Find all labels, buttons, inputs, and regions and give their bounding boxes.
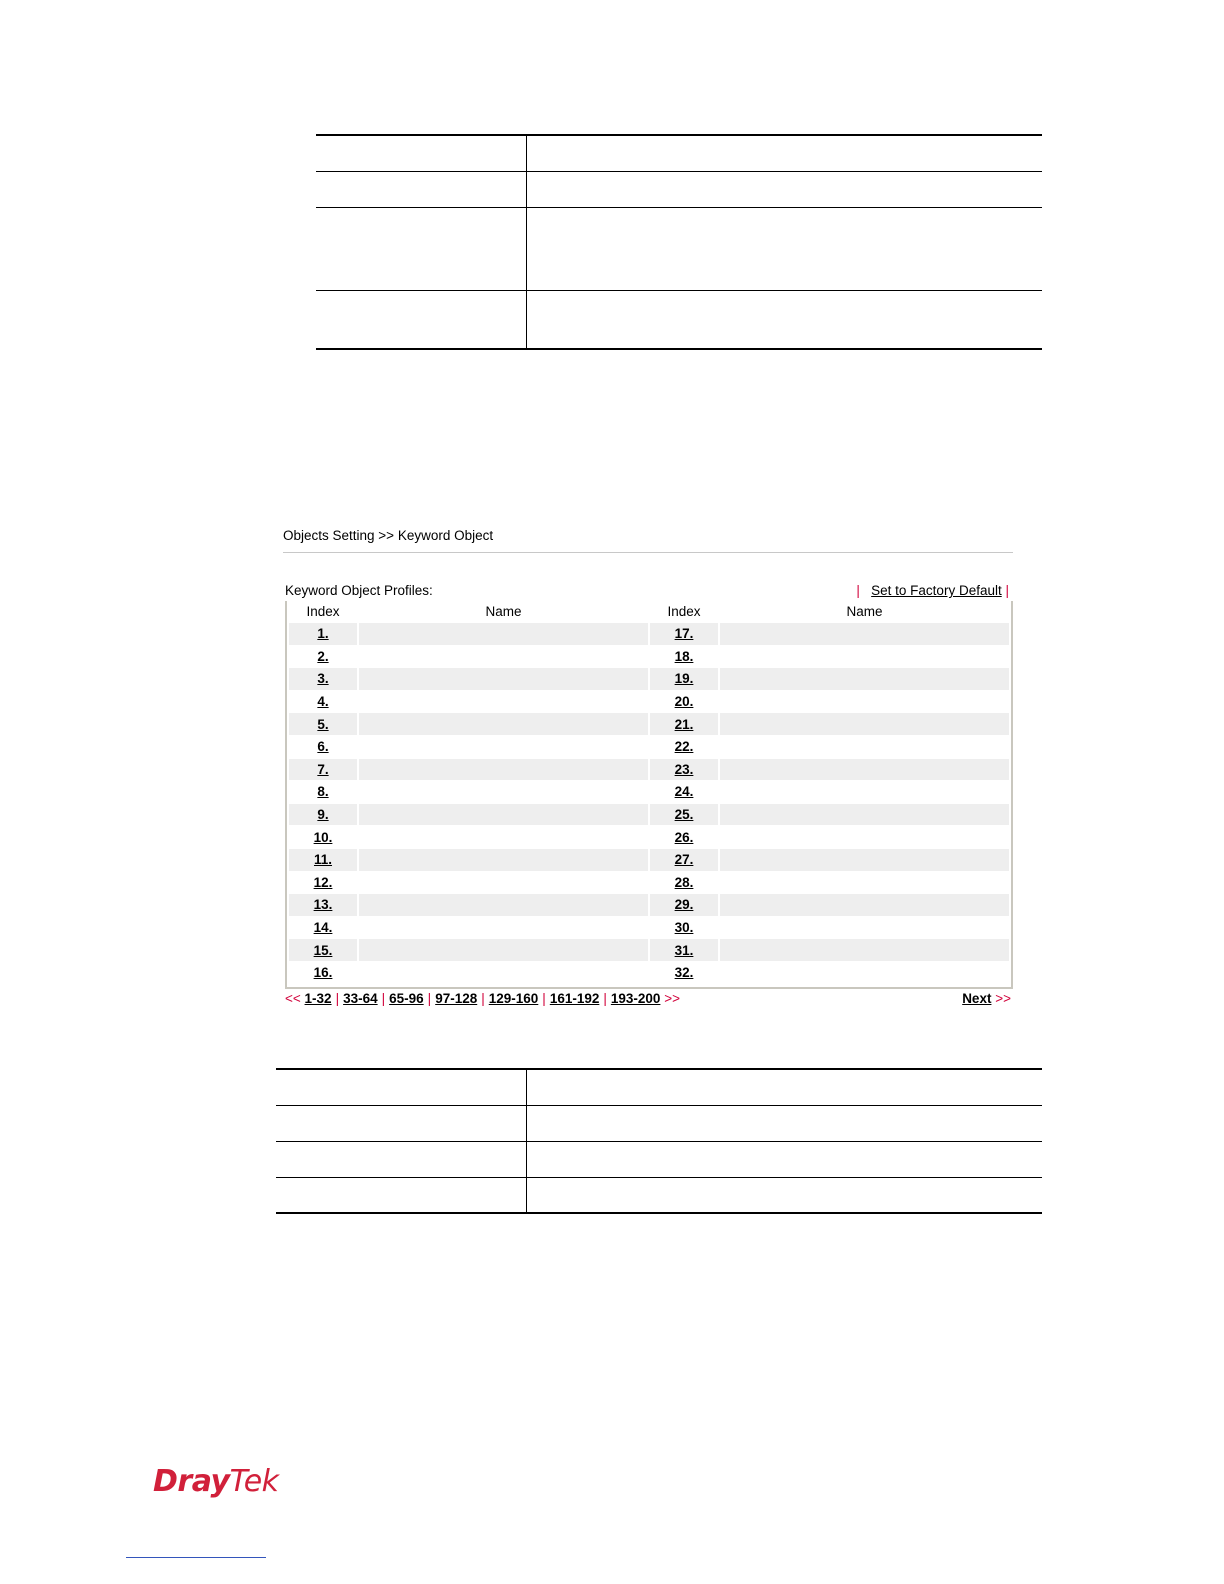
set-to-factory-default-link[interactable]: Set to Factory Default [871,583,1002,598]
profile-index-link[interactable]: 31. [674,942,694,958]
profile-index-link[interactable]: 10. [313,829,333,845]
table-cell [527,207,1043,290]
next-group [962,989,1011,1009]
table-cell [276,1069,527,1105]
name-cell [720,668,1009,690]
profile-index-link[interactable]: 16. [313,965,333,981]
name-cell [359,646,648,668]
table-cell [527,1069,1043,1105]
name-cell [359,872,648,894]
name-cell [720,962,1009,984]
name-cell [359,804,648,826]
table-row [289,962,1009,984]
keyword-object-screenshot [283,526,1013,1009]
profile-index-link[interactable]: 29. [674,897,694,913]
prev-arrow[interactable]: << [285,990,301,1006]
table-row [289,736,1009,758]
separator: | [381,990,386,1006]
profile-index-link[interactable]: 19. [674,671,694,687]
logo-text: Dray [153,1464,230,1499]
table-row [289,713,1009,735]
table-row [289,917,1009,939]
pagination [283,989,1013,1009]
name-cell [359,623,648,645]
next-link[interactable]: Next [962,990,992,1006]
profile-index-link[interactable]: 15. [313,942,333,958]
name-cell [359,939,648,961]
table-cell [276,1141,527,1177]
index-cell [650,962,718,984]
table-row [289,872,1009,894]
profile-index-link[interactable]: 23. [674,761,694,777]
separator: | [481,990,485,1006]
name-cell [720,804,1009,826]
page-link[interactable]: 129-160 [488,990,539,1006]
name-cell [720,894,1009,916]
profiles-title: Keyword Object Profiles: [285,583,433,598]
document-table-bottom [276,1068,1042,1214]
profile-index-link[interactable]: 8. [317,784,329,800]
name-cell [359,849,648,871]
index-cell [289,894,357,916]
name-cell [720,939,1009,961]
profile-index-link[interactable]: 18. [674,648,694,664]
table-cell [527,1177,1043,1213]
separator: | [1005,583,1009,598]
name-cell [359,713,648,735]
name-cell [359,826,648,848]
separator: | [603,990,607,1006]
document-table-top [316,134,1042,350]
table-cell [527,1141,1043,1177]
profiles-table-container [285,601,1013,989]
index-cell [289,759,357,781]
index-cell [289,646,357,668]
profile-index-link[interactable]: 24. [674,784,694,800]
page-link[interactable]: 161-192 [549,990,600,1006]
separator: | [335,990,340,1006]
table-cell [276,1105,527,1141]
name-cell [359,736,648,758]
name-cell [720,646,1009,668]
draytek-logo [153,1464,279,1499]
profile-index-link[interactable]: 17. [674,626,694,642]
name-cell [359,691,648,713]
index-cell [289,826,357,848]
column-header-index: Index [306,604,340,619]
index-cell [289,691,357,713]
profile-index-link[interactable]: 25. [674,807,694,823]
index-cell [650,623,718,645]
logo-text: Tek [229,1464,279,1499]
breadcrumb-divider [283,552,1013,553]
table-cell [316,171,527,207]
table-row [289,804,1009,826]
index-cell [650,713,718,735]
profile-index-link[interactable]: 26. [674,829,694,845]
page-link[interactable]: 193-200 [610,990,661,1006]
separator: | [542,990,546,1006]
index-cell [289,962,357,984]
name-cell [720,917,1009,939]
column-header-index: Index [667,604,701,619]
column-header-name: Name [846,604,883,619]
profile-index-link[interactable]: 9. [317,807,329,823]
separator: | [856,583,860,598]
profile-index-link[interactable]: 1. [317,626,329,642]
table-row [289,759,1009,781]
table-cell [527,171,1043,207]
index-cell [650,872,718,894]
table-row [289,646,1009,668]
breadcrumb: Objects Setting >> Keyword Object [283,528,494,543]
profile-index-link[interactable]: 3. [317,671,329,687]
table-row [289,939,1009,961]
profile-index-link[interactable]: 7. [317,761,329,777]
profile-index-link[interactable]: 11. [313,852,333,868]
table-cell [316,135,527,171]
name-cell [359,917,648,939]
column-header-name: Name [485,604,522,619]
profile-index-link[interactable]: 27. [674,852,694,868]
index-cell [650,804,718,826]
name-cell [359,759,648,781]
factory-default-group [856,583,1009,599]
index-cell [289,623,357,645]
profile-index-link[interactable]: 6. [317,739,329,755]
profiles-table [287,601,1011,985]
table-cell [316,290,527,349]
name-cell [720,713,1009,735]
table-cell [527,290,1043,349]
page-link[interactable]: 97-128 [435,990,478,1006]
table-cell [527,135,1043,171]
index-cell [650,894,718,916]
index-cell [650,826,718,848]
table-row [289,623,1009,645]
index-cell [650,736,718,758]
index-cell [650,849,718,871]
page-link[interactable]: 33-64 [343,990,378,1006]
table-row [289,849,1009,871]
table-cell [527,1105,1043,1141]
profile-index-link[interactable]: 4. [317,694,329,710]
index-cell [650,781,718,803]
profile-index-link[interactable]: 21. [674,716,694,732]
index-cell [289,804,357,826]
profile-index-link[interactable]: 2. [317,648,329,664]
table-cell [316,207,527,290]
index-cell [289,668,357,690]
separator: | [427,990,432,1006]
page-link[interactable]: 65-96 [389,990,424,1006]
name-cell [720,849,1009,871]
table-row [289,894,1009,916]
index-cell [650,759,718,781]
index-cell [650,646,718,668]
table-cell [276,1177,527,1213]
name-cell [720,736,1009,758]
name-cell [359,962,648,984]
index-cell [650,917,718,939]
index-cell [289,939,357,961]
page-link[interactable]: 1-32 [304,990,332,1006]
name-cell [359,894,648,916]
profile-index-link[interactable]: 13. [313,897,333,913]
index-cell [650,939,718,961]
name-cell [720,759,1009,781]
profiles-header [283,583,1013,599]
profile-index-link[interactable]: 30. [674,920,694,936]
table-row [289,668,1009,690]
index-cell [289,849,357,871]
name-cell [720,623,1009,645]
name-cell [720,826,1009,848]
name-cell [359,668,648,690]
footer-divider [126,1557,266,1558]
name-cell [720,691,1009,713]
table-row [289,826,1009,848]
index-cell [289,713,357,735]
index-cell [650,691,718,713]
profile-index-link[interactable]: 12. [313,874,333,890]
table-row [289,691,1009,713]
profile-index-link[interactable]: 28. [674,874,694,890]
name-cell [359,781,648,803]
name-cell [720,872,1009,894]
next-arrow[interactable]: >> [995,990,1011,1006]
profile-index-link[interactable]: 32. [674,965,694,981]
index-cell [289,917,357,939]
name-cell [720,781,1009,803]
index-cell [289,736,357,758]
profile-index-link[interactable]: 14. [313,920,333,936]
index-cell [650,668,718,690]
index-cell [289,872,357,894]
profile-index-link[interactable]: 5. [317,716,329,732]
profile-index-link[interactable]: 20. [674,694,694,710]
next-arrow[interactable]: >> [664,990,680,1006]
profile-index-link[interactable]: 22. [674,739,694,755]
table-row [289,781,1009,803]
index-cell [289,781,357,803]
